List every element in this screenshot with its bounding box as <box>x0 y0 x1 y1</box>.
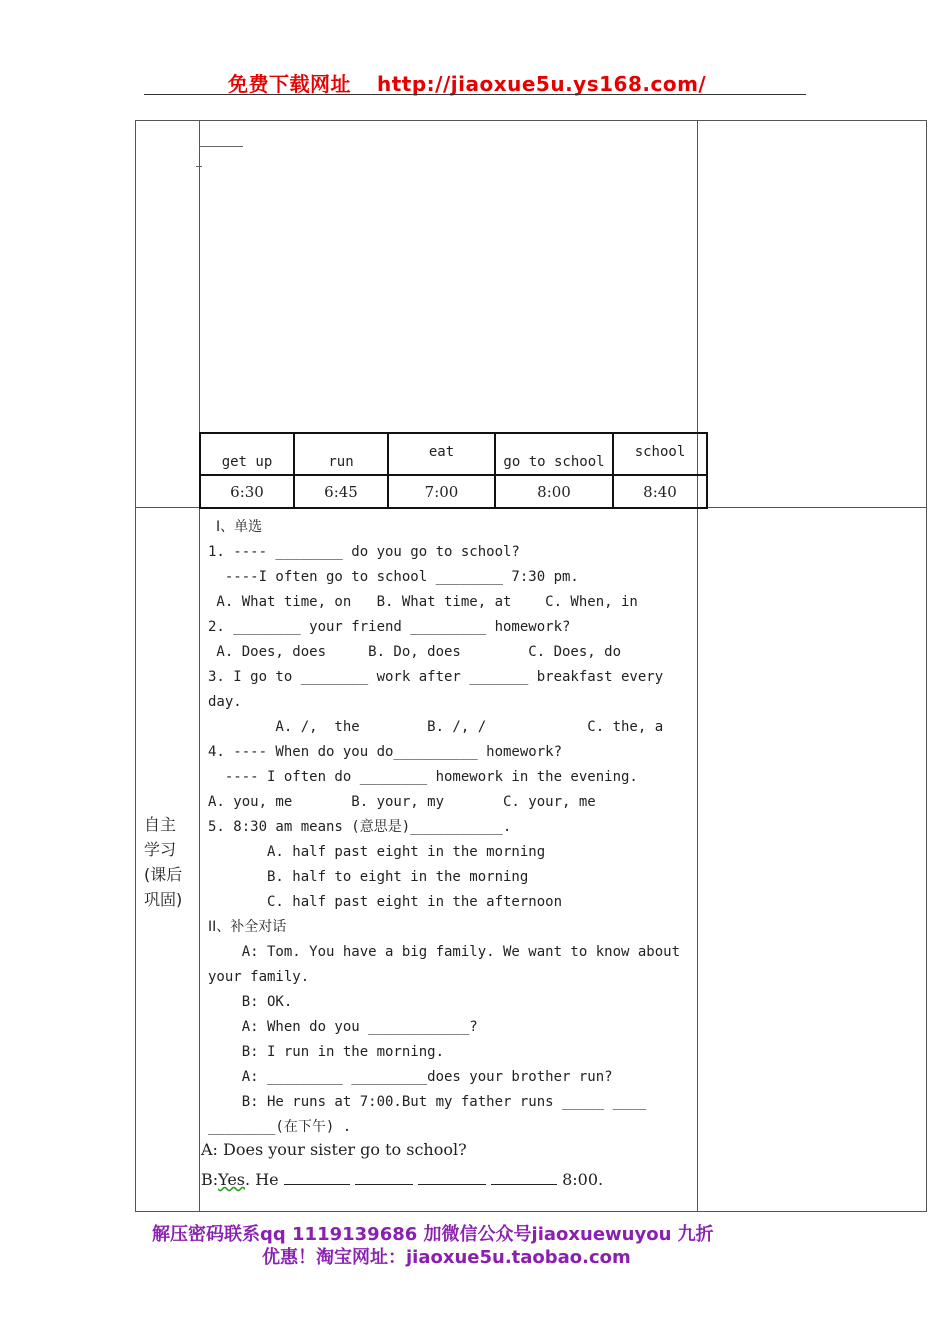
blank-tick <box>196 166 202 167</box>
answer-blank[interactable] <box>355 1170 413 1185</box>
time-cell: 6:45 <box>294 475 388 508</box>
activity-cell: run <box>294 433 388 475</box>
question-line: day. <box>208 694 242 710</box>
answer-word: Yes <box>218 1170 246 1189</box>
dialog-line: B: He runs at 7:00.But my father runs _____ ____ <box>208 1094 647 1110</box>
question-line: 5. 8:30 am means (意思是)___________. <box>208 819 512 835</box>
question-line: 3. I go to ________ work after _______ breakfast every <box>208 669 664 685</box>
answer-blank[interactable] <box>418 1170 486 1185</box>
dialog-line: your family. <box>208 969 310 985</box>
question-line: 2. ________ your friend _________ homework? <box>208 619 571 635</box>
blank-line <box>199 146 243 147</box>
dialog-line: A: When do you ____________? <box>208 1019 478 1035</box>
col-divider-left <box>199 120 200 1211</box>
dialog-line: A: _________ _________does your brother run? <box>208 1069 613 1085</box>
question-line: 4. ---- When do you do__________ homework? <box>208 744 563 760</box>
section-label-line: 自主 <box>144 815 177 834</box>
activity-cell: eat <box>388 433 495 475</box>
question-line: ----I often go to school ________ 7:30 pm. <box>208 569 579 585</box>
header-rule <box>144 94 806 95</box>
dialog-line: A: Tom. You have a big family. We want to know about <box>208 944 681 960</box>
section-label-line: (课后 <box>144 865 183 884</box>
dialog-question: A: Does your sister go to school? <box>201 1140 467 1159</box>
section-heading: II、补全对话 <box>208 919 287 935</box>
time-cell: 8:00 <box>495 475 613 508</box>
section-label <box>144 812 182 912</box>
question-line: ---- I often do ________ homework in the evening. <box>208 769 638 785</box>
options-line: A. half past eight in the morning <box>208 844 546 860</box>
speaker-label: B: <box>201 1170 219 1189</box>
section-label-line: 学习 <box>144 840 177 859</box>
section-label-line: 巩固) <box>144 890 183 909</box>
options-line: B. half to eight in the morning <box>208 869 529 885</box>
answer-time: 8:00. <box>556 1170 604 1189</box>
question-line: 1. ---- ________ do you go to school? <box>208 544 520 560</box>
options-line: A. What time, on B. What time, at C. When, in <box>208 594 638 610</box>
activity-cell: school <box>613 433 707 475</box>
download-header <box>228 68 706 97</box>
footer-line: 解压密码联系qq 1119139686 加微信公众号jiaoxuewuyou 九折 <box>152 1224 714 1245</box>
header-url-link[interactable]: http://jiaoxue5u.ys168.com/ <box>377 72 707 96</box>
footer-line: 优惠！淘宝网址：jiaoxue5u.taobao.com <box>262 1247 631 1268</box>
dialog-line: ________(在下午) . <box>208 1119 352 1135</box>
options-line: A. /, the B. /, / C. the, a <box>208 719 664 735</box>
options-line: A. you, me B. your, my C. your, me <box>208 794 596 810</box>
options-line: A. Does, does B. Do, does C. Does, do <box>208 644 622 660</box>
section-heading: I、单选 <box>216 519 263 535</box>
time-cell: 7:00 <box>388 475 495 508</box>
col-divider-right <box>697 120 698 1211</box>
dialog-answer <box>201 1170 603 1189</box>
header-label: 免费下载网址 <box>228 72 351 96</box>
activity-cell: get up <box>200 433 294 475</box>
answer-text: . He <box>245 1170 284 1189</box>
dialog-line: B: OK. <box>208 994 293 1010</box>
options-line: C. half past eight in the afternoon <box>208 894 563 910</box>
dialog-line: B: I run in the morning. <box>208 1044 445 1060</box>
activity-cell: go to school <box>495 433 613 475</box>
answer-blank[interactable] <box>284 1170 350 1185</box>
answer-blank[interactable] <box>491 1170 557 1185</box>
time-cell: 6:30 <box>200 475 294 508</box>
time-cell: 8:40 <box>613 475 707 508</box>
schedule-table <box>199 432 708 509</box>
